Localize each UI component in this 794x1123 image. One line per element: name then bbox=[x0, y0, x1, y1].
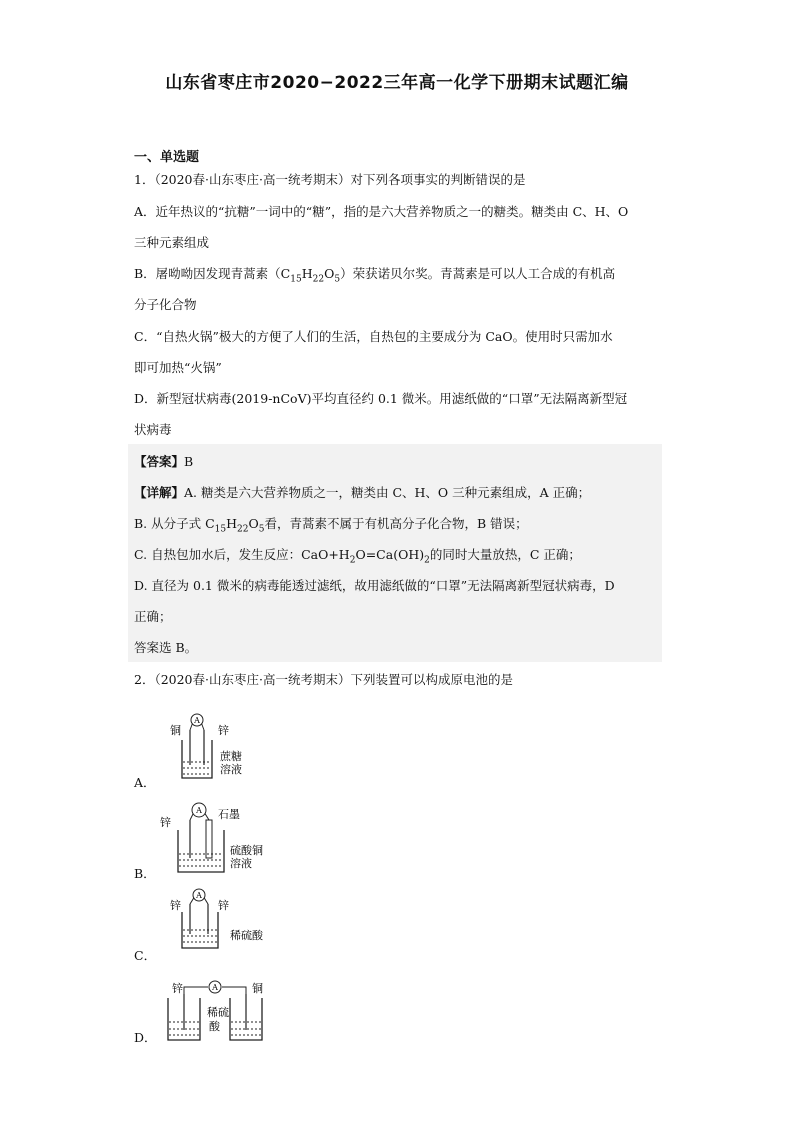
detail-line-b: B. 从分子式 $C_{15}H_{22}O_5$看，青蒿素不属于有机高分子化合物，B 错误； bbox=[134, 516, 528, 535]
svg-text:A: A bbox=[196, 891, 202, 900]
answer-conclusion: 答案选 B。 bbox=[134, 640, 198, 655]
electrode-left-label: 铜 bbox=[170, 724, 181, 737]
q2-option-a-label: A． bbox=[134, 775, 156, 790]
detail-line-a: 【详解】A. 糖类是六大营养物质之一，糖类由 C、H、O 三种元素组成，A 正确； bbox=[134, 485, 591, 500]
answer-label: 【答案】 bbox=[134, 454, 185, 469]
solution-label-line1: 蔗糖 bbox=[220, 750, 242, 763]
q2-option-c-label: C． bbox=[134, 948, 157, 963]
detail-line-d1: D. 直径为 0.1 微米的病毒能透过滤纸，故用滤纸做的“口罩”无法隔离新型冠状病毒，D bbox=[134, 578, 615, 593]
q1-option-b-line2: 分子化合物 bbox=[134, 297, 197, 312]
detail-line-c: C. 自热包加水后，发生反应：$CaO+H_2O=Ca(OH)_2$的同时大量放热，C 正确； bbox=[134, 547, 581, 566]
electrode-left-label: 锌 bbox=[170, 899, 181, 912]
q1-option-b-line1: B．屠呦呦因发现青蒿素$(C_{15}H_{22}O_5)$荣获诺贝尔奖。青蒿素是可以人工合成的有机高 bbox=[134, 266, 616, 285]
detail-label: 【详解】 bbox=[134, 485, 185, 500]
svg-text:A: A bbox=[212, 983, 218, 992]
q1-option-d-line2: 状病毒 bbox=[134, 422, 172, 437]
solution-label-line1: 稀硫 bbox=[207, 1006, 229, 1019]
solution-label-line1: 硫酸铜 bbox=[230, 844, 263, 857]
electrode-right-label: 铜 bbox=[252, 982, 263, 995]
electrode-left-label: 锌 bbox=[160, 816, 171, 829]
answer-line bbox=[134, 452, 193, 472]
electrode-right-label: 锌 bbox=[218, 899, 229, 912]
apparatus-d-diagram bbox=[160, 972, 290, 1047]
electrode-right-label: 石墨 bbox=[218, 808, 240, 821]
solution-label-line2: 溶液 bbox=[220, 763, 242, 776]
q2-option-d-label: D． bbox=[134, 1030, 157, 1045]
q2-stem: 2．（2020春·山东枣庄·高一统考期末）下列装置可以构成原电池的是 bbox=[134, 672, 513, 687]
q1-option-a-line2: 三种元素组成 bbox=[134, 235, 210, 250]
section-heading: 一、单选题 bbox=[134, 150, 200, 165]
solution-label: 稀硫酸 bbox=[230, 929, 263, 942]
svg-text:A: A bbox=[196, 806, 202, 815]
q1-option-a-line1: A．近年热议的“抗糖”一词中的“糖”，指的是六大营养物质之一的糖类。糖类由 C、H、O bbox=[134, 204, 629, 219]
q1-stem: 1．（2020春·山东枣庄·高一统考期末）对下列各项事实的判断错误的是 bbox=[134, 172, 526, 187]
svg-text:A: A bbox=[194, 716, 200, 725]
answer-value: B bbox=[184, 454, 194, 469]
q1-option-c-line2: 即可加热“火锅” bbox=[134, 360, 222, 375]
q2-option-b-label: B． bbox=[134, 866, 156, 881]
apparatus-c-diagram bbox=[160, 884, 290, 954]
apparatus-b-diagram bbox=[148, 798, 288, 878]
q1-option-d-line1: D．新型冠状病毒(2019-nCoV)平均直径约 0.1 微米。用滤纸做的“口罩”无法隔离新型冠 bbox=[134, 391, 628, 406]
detail-line-d2: 正确； bbox=[134, 609, 172, 624]
electrode-left-label: 锌 bbox=[172, 982, 183, 995]
apparatus-a-diagram bbox=[160, 710, 280, 785]
page-title: 山东省枣庄市2020−2022三年高一化学下册期末试题汇编 bbox=[165, 73, 629, 93]
beaker-icon bbox=[182, 740, 212, 778]
solution-label-line2: 酸 bbox=[209, 1020, 220, 1033]
electrode-right-label: 锌 bbox=[218, 724, 229, 737]
solution-label-line2: 溶液 bbox=[230, 857, 252, 870]
q1-option-c-line1: C．“自热火锅”极大的方便了人们的生活，自热包的主要成分为 CaO。使用时只需加水 bbox=[134, 329, 613, 344]
